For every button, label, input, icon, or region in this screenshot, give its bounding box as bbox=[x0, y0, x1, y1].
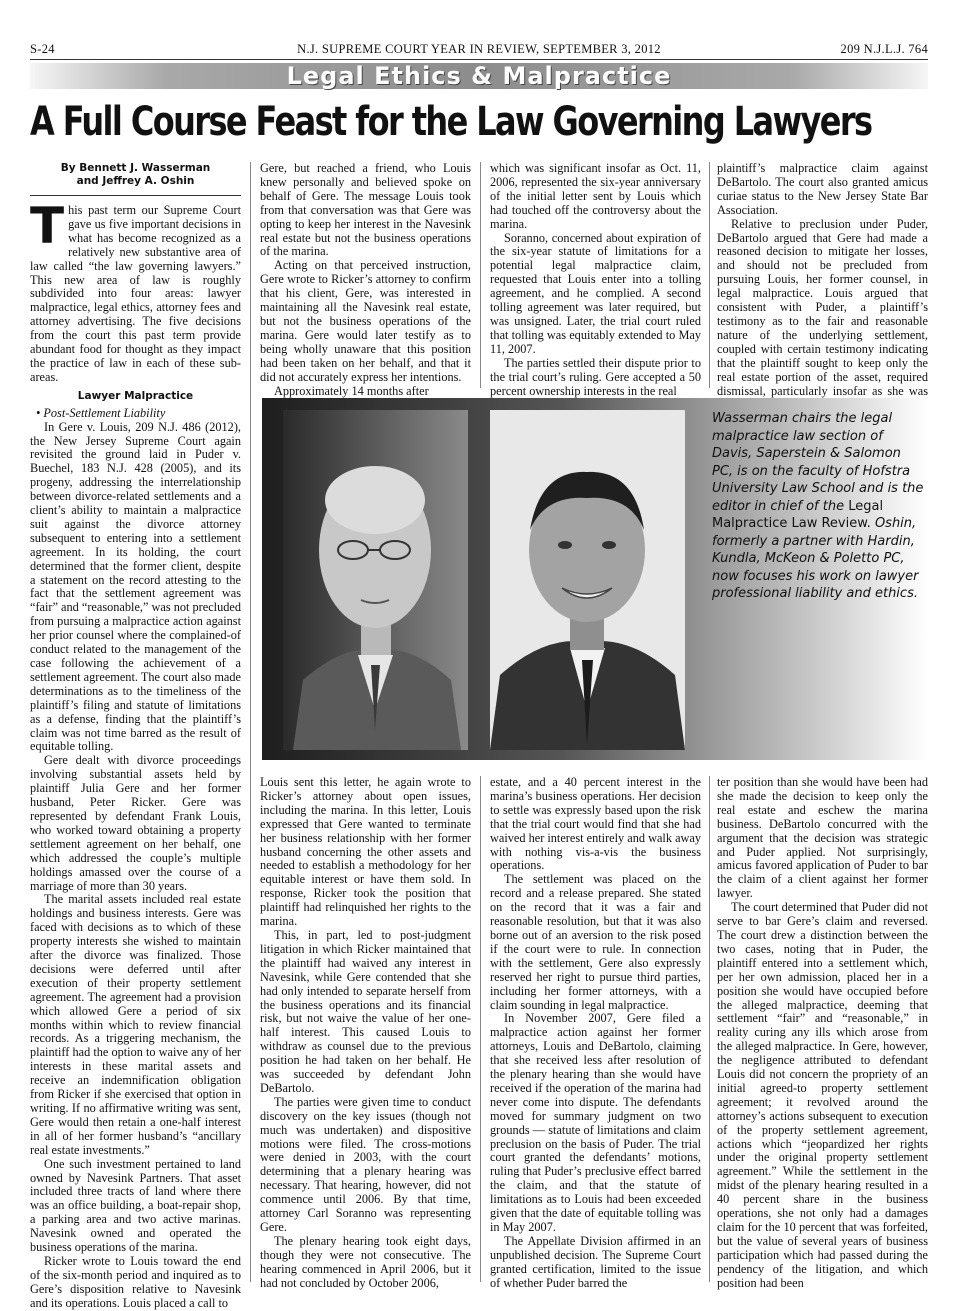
paragraph: which was significant insofar as Oct. 11, 2006, represented the six-year anniversary of the initial letter sent by Louis which had touched off the controversy about the marina. bbox=[490, 161, 701, 231]
article-column-2-top bbox=[260, 161, 471, 398]
portrait-illustration bbox=[283, 410, 468, 750]
column-rule bbox=[709, 776, 710, 1282]
paragraph: The court determined that Puder did not serve to bar Gere’s claim and reversed. The court drew a distinction between the two cases, noting that in Puder, the plaintiff entered into a settlement which, per her own admission, placed her in a position she would have occupied before the alleged malpractice, deeming that settlement “fair” and “reasonable,” in reality curing any ills which arose from the alleged malpractice. In Gere, however, the negligence attributed to defendant Louis did not concern the propriety of an initial agreed-to property settlement agreement; it revolved around the attorney’s actions subsequent to execution of the property settlement agreement, actions which “jeopardized her rights under the original property settlement agreement.” While the settlement in the midst of the plenary hearing resulted in a 40 percent share in the business operations, she not only had a damages claim for the 10 percent that was forfeited, but the value of several years of business participation which had passed during the pendency of the litigation, and which position had been bbox=[717, 900, 928, 1290]
paragraph: Louis sent this letter, he again wrote to Ricker’s attorney about open issues, including the marina. In this letter, Louis expressed that Gere wanted to terminate her business relationship with her former husband concerning the other assets and needed to establish a methodology for her equitable interest or have them sold. In response, Ricker took the position that plaintiff had relinquished her rights to the marina. bbox=[260, 775, 471, 929]
caption-publication: Legal Malpractice Law Review. bbox=[712, 498, 884, 531]
paragraph: The Appellate Division affirmed in an unpublished decision. The Supreme Court granted certification, limited to the issue of whether Puder barred the bbox=[490, 1233, 701, 1290]
paragraph: ter position than she would have been had she made the decision to keep only the real estate and eschew the marina business. DeBartolo concurred with the argument that the decision was strategic and Puder applied. Not surprisingly, amicus favored application of Puder to bar the claim of a client against her former lawyer. bbox=[717, 775, 928, 901]
page-number: S-24 bbox=[30, 42, 55, 56]
publication-line: N.J. SUPREME COURT YEAR IN REVIEW, SEPTEMBER 3, 2012 bbox=[297, 42, 661, 56]
column-rule bbox=[709, 162, 710, 388]
caption-part-3: Oshin, formerly a partner with Hardin, Kundla, McKeon & Poletto PC, now focuses his work on lawyer professional liability and ethics. bbox=[712, 516, 919, 601]
paragraph: The plenary hearing took eight days, though they were not consecutive. The hearing commenced in April 2006, but it had not concluded by October 2006, bbox=[260, 1233, 471, 1290]
article-column-3-bottom bbox=[490, 775, 702, 1290]
byline-line-2: and Jeffrey A. Oshin bbox=[76, 175, 195, 187]
paragraph: The settlement was placed on the record and a release prepared. She stated on the record that it was a fair and reasonable resolution, but that it was also borne out of an aversion to the risk posed if the court were to rule. In connection with the settlement, Gere also expressly reserved her right to pursue third parties, including her former attorneys, with a claim sounding in legal malpractice. bbox=[490, 872, 701, 1012]
running-head bbox=[30, 40, 928, 60]
article-column-4-bottom bbox=[717, 775, 928, 1290]
intro-text: his past term our Supreme Court gave us five important decisions in what has become recognized as a relatively new substantive area of law called “the law governing lawyers.” This new area of law is roughly subdivided into four areas: lawyer malpractice, legal ethics, attorney fees and attorney advertising. The five decisions from the court this past term provide abundant food for thought as they impact the practice of law in each of these sub-areas. bbox=[30, 203, 241, 384]
paragraph: estate, and a 40 percent interest in the marina’s business operations. Her decision to settle was expressly based upon the risk that the trial court would find that she had waived her interest entirely and walk away with nothing vis-a-vis the business operations. bbox=[490, 775, 702, 873]
paragraph: Gere, but reached a friend, who Louis knew personally and believed spoke on behalf of Gere. The message Louis took from that conversation was that Gere was opting to keep her interest in the Navesink real estate but not the business operations of the marina. bbox=[260, 161, 471, 259]
bullet-post-settlement: • Post-Settlement Liability bbox=[36, 405, 166, 420]
paragraph: plaintiff’s malpractice claim against DeBartolo. The court also granted amicus curiae status to the New Jersey State Bar Association. bbox=[717, 161, 928, 217]
section-banner bbox=[30, 63, 928, 89]
author-photo-wasserman bbox=[283, 410, 468, 750]
portrait-illustration bbox=[490, 410, 685, 750]
paragraph: The parties were given time to conduct discovery on the key issues (though not much was undertaken) and dispositive motions were filed. The cross-motions were denied in 2003, with the court determining that a plenary hearing was necessary. That hearing, however, did not commence until 2006. By that time, attorney Carl Soranno was representing Gere. bbox=[260, 1094, 471, 1234]
article-column-1 bbox=[30, 162, 241, 1310]
citation: 209 N.J.L.J. 764 bbox=[840, 42, 928, 56]
caption-part-1: Wasserman chairs the legal malpractice law section of Davis, Saperstein & Salomon PC, is on the faculty of Hofstra University Law School and is the editor in chief of the bbox=[712, 411, 924, 514]
article-column-3-top bbox=[490, 161, 701, 398]
paragraph: Ricker wrote to Louis toward the end of the six-month period and inquired as to Gere’s disposition relative to Navesink and its operations. Louis placed a call to bbox=[30, 1253, 241, 1310]
paragraph: This, in part, led to post-judgment litigation in which Ricker maintained that the plaintiff had waived any interest in Navesink, while Gere contended that she had only intended to separate herself from the business operations and its financial risk, but not waive the value of her one-half interest. This caused Louis to withdraw as counsel due to the previous position he had taken on her behalf. He was succeeded by defendant John DeBartolo. bbox=[260, 927, 471, 1095]
author-photo-oshin bbox=[490, 410, 685, 750]
byline bbox=[30, 162, 241, 196]
paragraph: Acting on that perceived instruction, Gere wrote to Ricker’s attorney to confirm that his client, Gere, was interested in maintaining all the Navesink real estate, but not the business operations of the marina. Gere would later testify as to being wholly unaware that this position had been taken on her behalf, and that it did not accurately express her intentions. bbox=[260, 258, 471, 384]
paragraph: In November 2007, Gere filed a malpractice action against her former attorneys, Louis and DeBartolo, claiming that she received less after resolution of the plenary hearing than she would have received if the operation of the marina had never come into dispute. The defendants moved for summary judgment on two grounds — statute of limitations and claim preclusion on the basis of Puder. The trial court granted the defendants’ motions, ruling that Puder’s preclusive effect barred the claim, and that the statute of limitations as to Louis had been exceeded given that the date of equitable tolling was in May 2007. bbox=[490, 1011, 701, 1234]
article-headline: A Full Course Feast for the Law Governing Lawyers bbox=[30, 99, 872, 145]
subhead-lawyer-malpractice: Lawyer Malpractice bbox=[77, 389, 194, 402]
drop-cap: T bbox=[30, 197, 65, 255]
column-rule bbox=[250, 162, 251, 1282]
paragraph: Gere dealt with divorce proceedings involving substantial assets held by plaintiff Julia Gere and her former husband, Peter Ricker. Gere was represented by defendant Frank Louis, who worked toward obtaining a property settlement agreement on her behalf, one which addressed the couple’s multiple holdings amassed over the course of a marriage of more than 30 years. bbox=[30, 753, 241, 893]
author-bio-caption bbox=[712, 410, 924, 603]
paragraph: Approximately 14 months after bbox=[274, 383, 429, 398]
section-title: Legal Ethics & Malpractice bbox=[286, 62, 672, 90]
article-column-2-bottom bbox=[260, 775, 471, 1290]
paragraph: The parties settled their dispute prior to the trial court’s ruling. Gere accepted a 50 percent ownership interests in the real bbox=[490, 355, 701, 398]
paragraph: Soranno, concerned about expiration of the six-year statute of limitations for a potential legal malpractice claim, requested that Louis enter into a tolling agreement, and he complied. A second tolling agreement was later required, but was unsigned. Later, the trial court ruled that tolling was equitably extended to May 11, 2007. bbox=[490, 230, 701, 356]
paragraph: In Gere v. Louis, 209 N.J. 486 (2012), the New Jersey Supreme Court again revisited the ground laid in Puder v. Buechel, 183 N.J. 428 (2005), and its progeny, addressing the interrelationship between divorce-related settlements and a client’s ability to maintain a malpractice suit against the divorce attorney subsequent to entering into a settlement agreement. In its holding, the court determined that the former client, despite a statement on the record attesting to the fact that the settlement agreement was “fair” and “reasonable,” was not precluded from pursuing a malpractice action against her prior counsel where the complained-of conduct related to the management of the case following the achievement of a settlement agreement. The court also made determinations as to the timeliness of the plaintiff’s filing and statute of limitations as a defense, finding that the plaintiff’s claim was not time barred as the result of equitable tolling. bbox=[30, 419, 241, 754]
paragraph: One such investment pertained to land owned by Navesink Partners. That asset included three tracts of land where there was an office building, a boat-repair shop, a parking area and two active marinas. Navesink owned and operated the business operations of the marina. bbox=[30, 1156, 241, 1255]
article-column-4-top bbox=[717, 161, 928, 398]
byline-line-1: By Bennett J. Wasserman bbox=[60, 162, 211, 174]
column-rule bbox=[480, 162, 481, 388]
paragraph: Relative to preclusion under Puder, DeBartolo argued that Gere had made a reasoned decision to mitigate her losses, and should not be precluded from pursuing Louis, her former counsel, in legal malpractice. Louis argued that consistent with Puder, a plaintiff’s testimony as to the fair and reasonable nature of the underlying settlement, coupled with certain testimony indicating that the plaintiff sought to keep only the real estate portion of the asset, required dismissal, particularly insofar as she was bbox=[717, 216, 928, 398]
intro-paragraph bbox=[30, 197, 241, 385]
paragraph: The marital assets included real estate holdings and business interests. Gere was faced with decisions as to which of these property interests she wished to maintain after the divorce was finalized. Those decisions were deferred until after execution of their property settlement agreement. The agreement had a provision which allowed Gere a period of six months within which to review financial records. As a triggering mechanism, the plaintiff had the option to waive any of her interests in these marital assets and receive an indemnification obligation from Ricker if she exercised that option in writing. If no affirmative writing was sent, Gere would then retain a one-half interest in all of her former husband’s “ancillary real estate investments.” bbox=[30, 892, 241, 1157]
column-rule bbox=[480, 776, 481, 1282]
